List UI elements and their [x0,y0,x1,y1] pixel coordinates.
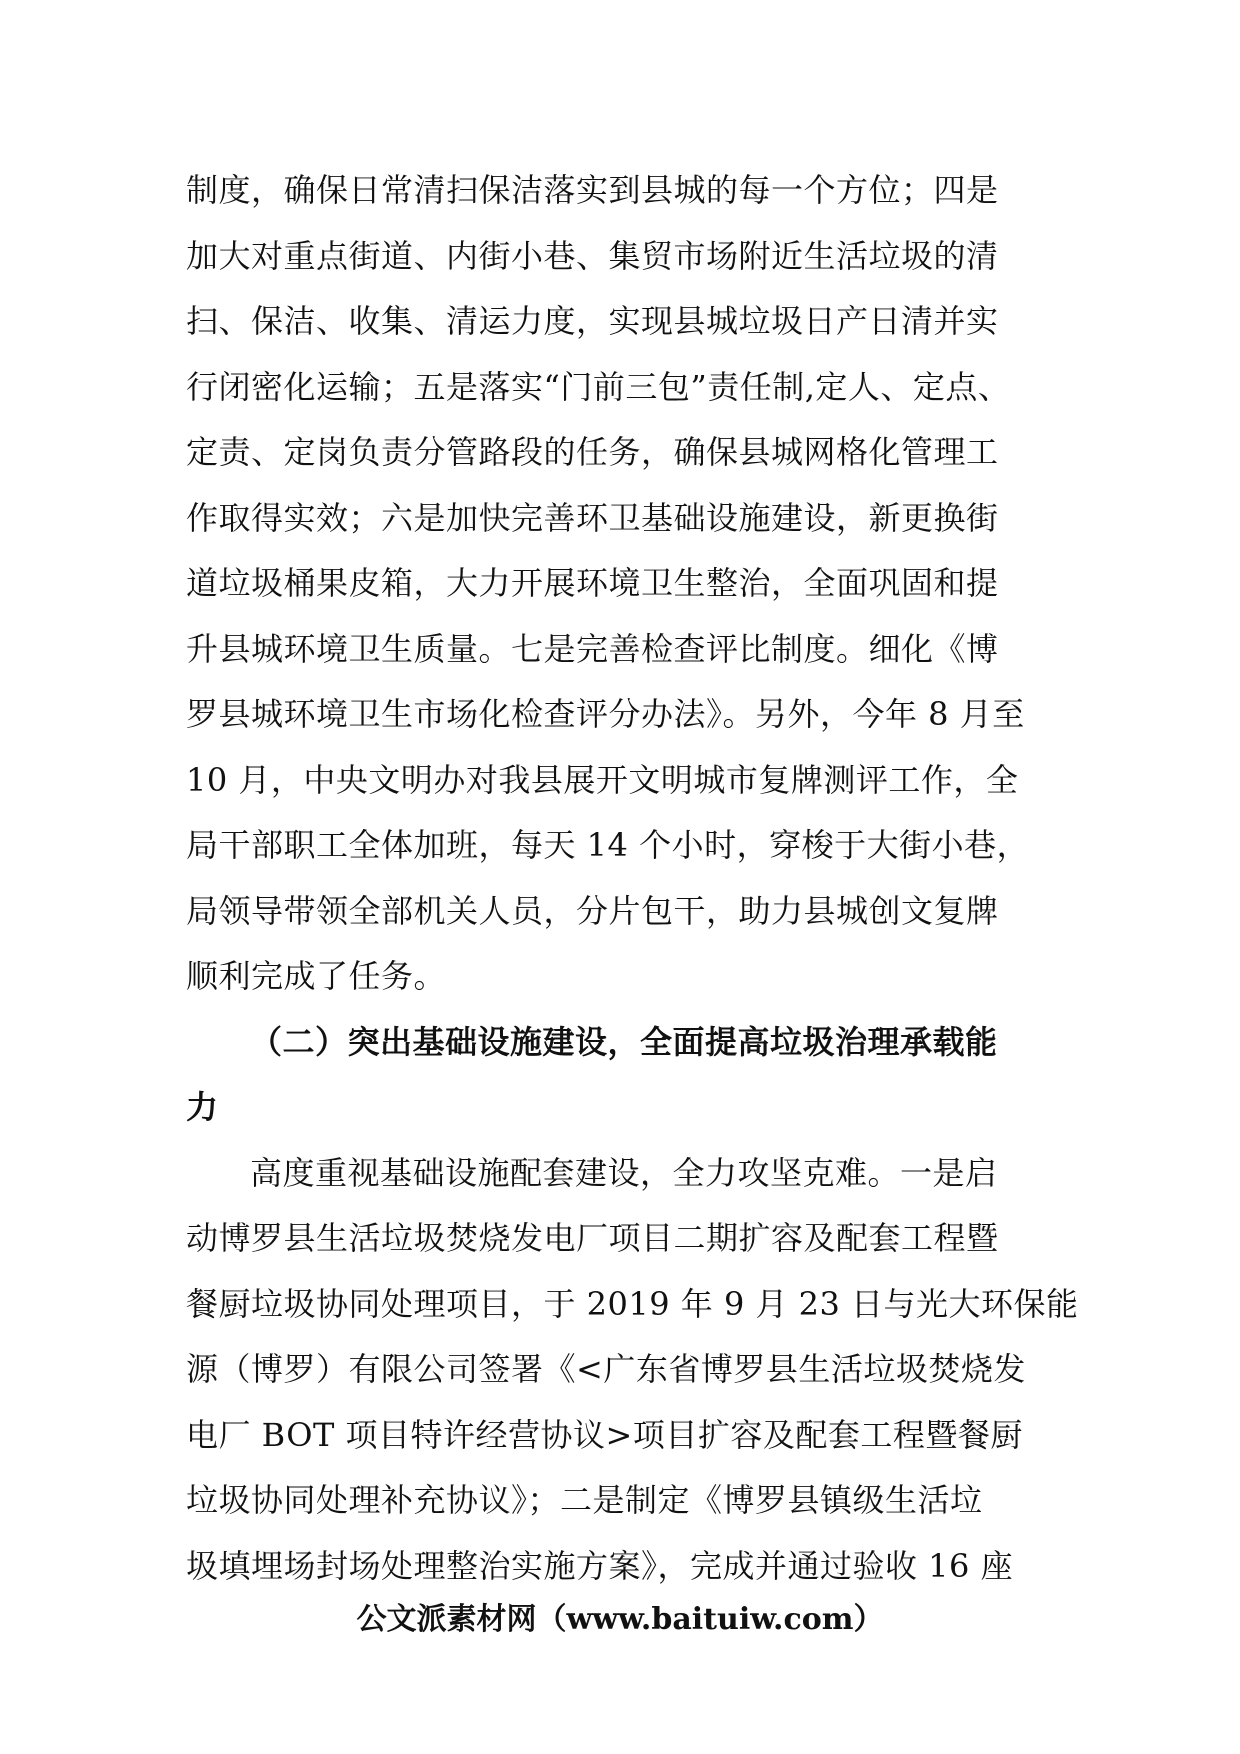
text-line: 10 月，中央文明办对我县展开文明城市复牌测评工作，全 [186,760,1019,799]
text-line: 顺利完成了任务。 [186,957,447,995]
heading-line: 力 [186,1088,219,1126]
heading-line: （二）突出基础设施建设，全面提高垃圾治理承载能 [250,1022,998,1061]
text-line: 升县城环境卫生质量。七是完善检查评比制度。细化《博 [186,629,999,668]
text-line: 圾填埋场封场处理整治实施方案》，完成并通过验收 16 座 [186,1546,1014,1585]
text-line: 高度重视基础设施配套建设，全力攻坚克难。一是启 [250,1153,998,1192]
section-heading-infrastructure [186,1010,1056,1141]
text-line: 源（博罗）有限公司签署《<广东省博罗县生活垃圾焚烧发 [186,1350,1026,1388]
text-line: 动博罗县生活垃圾焚烧发电厂项目二期扩容及配套工程暨 [186,1219,999,1257]
paragraph-infrastructure-projects [186,1141,1079,1600]
text-line: 道垃圾桶果皮箱，大力开展环境卫生整治，全面巩固和提 [186,564,999,602]
text-line: 加大对重点街道、内街小巷、集贸市场附近生活垃圾的清 [186,236,999,275]
text-line: 电厂 BOT 项目特许经营协议>项目扩容及配套工程暨餐厨 [186,1415,1023,1454]
paragraph-sanitation-measures [186,158,1056,1010]
text-line: 餐厨垃圾协同处理项目，于 2019 年 9 月 23 日与光大环保能 [186,1284,1079,1323]
document-body [186,158,1079,1599]
text-line: 局领导带领全部机关人员，分片包干，助力县城创文复牌 [186,891,999,930]
text-line: 作取得实效；六是加快完善环卫基础设施建设，新更换街 [186,498,999,537]
text-line: 行闭密化运输；五是落实“门前三包”责任制,定人、定点、 [186,367,1011,406]
footer-source-watermark: 公文派素材网（www.baituiw.com） [356,1602,884,1637]
text-line: 罗县城环境卫生市场化检查评分办法》。另外，今年 8 月至 [186,695,1025,733]
text-line: 制度，确保日常清扫保洁落实到县城的每一个方位；四是 [186,171,999,209]
text-line: 垃圾协同处理补充协议》；二是制定《博罗县镇级生活垃 [186,1481,983,1519]
text-line: 扫、保洁、收集、清运力度，实现县城垃圾日产日清并实 [186,302,999,340]
text-line: 定责、定岗负责分管路段的任务，确保县城网格化管理工 [186,433,999,471]
text-line: 局干部职工全体加班，每天 14 个小时，穿梭于大街小巷， [186,826,1030,864]
